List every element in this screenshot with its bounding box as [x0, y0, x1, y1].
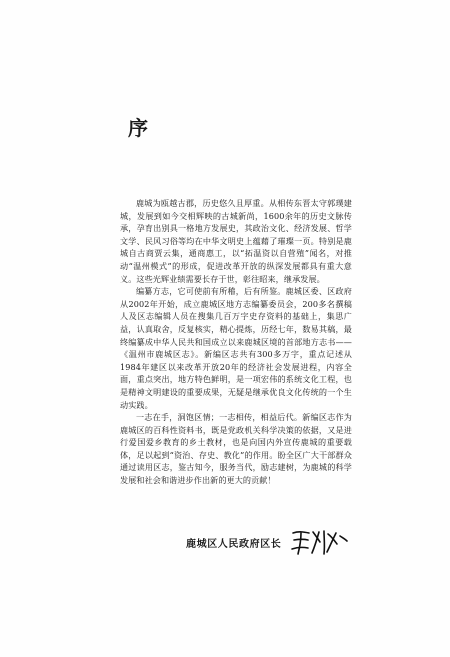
handwritten-signature-icon: [290, 527, 350, 557]
signature-block: [186, 527, 356, 557]
preface-title: 序: [128, 116, 150, 140]
paragraph-1: 鹿城为瓯越古郡，历史悠久且厚重。从相传东晋太守郭璞建城，发展到如今交相辉映的古城新尚，1600余年的历史文脉传承，孕育出别具一格地方发展史，其政治文化、经济发展、哲学文学、民风习俗等均在中华文明史上蕴藉了璀璨一页。特别是鹿城自古商贾云集，通商惠工，以“拓温资以自营殖”闻名，对推动“温州模式”的形成，促进改革开放的纵深发展都具有重大意义。这些光辉业绩需要长存于世，彰往昭来，继承发展。: [120, 198, 352, 284]
signature-title: 鹿城区人民政府区长: [186, 539, 282, 550]
preface-body: [120, 197, 352, 487]
paragraph-2: 编纂方志，它可使前有所稽，后有所鉴。鹿城区委、区政府从2002年开始，成立鹿城区地方志编纂委员会，200多名撰稿人及区志编辑人员在搜集几百万字史存资料的基础上，集思广益，认真取舍，反复核实，精心提炼，历经七年，数易其稿，最终编纂成中华人民共和国成立以来鹿城区境的首部地方志书——《温州市鹿城区志》。新编区志共有300多万字，重点记述从1984年建区以来改革开放20年的经济社会发展进程，内容全面，重点突出，地方特色鲜明，是一项宏伟的系统文化工程，也是精神文明建设的重要成果，无疑是继承优良文化传统的一个生动实践。: [120, 286, 352, 410]
paragraph-3: 一志在手，洞饱区情；一志相传，相益后代。新编区志作为鹿城区的百科性资料书，既是党政机关科学决策的依据，又是进行爱国爱乡教育的乡土教材，也是向国内外宣传鹿城的重要载体，足以起到“资治、存史、教化”的作用。盼全区广大干部群众通过读用区志，鉴古知今，服务当代，励志建树，为鹿城的科学发展和社会和谐进步作出新的更大的贡献！: [120, 412, 352, 486]
